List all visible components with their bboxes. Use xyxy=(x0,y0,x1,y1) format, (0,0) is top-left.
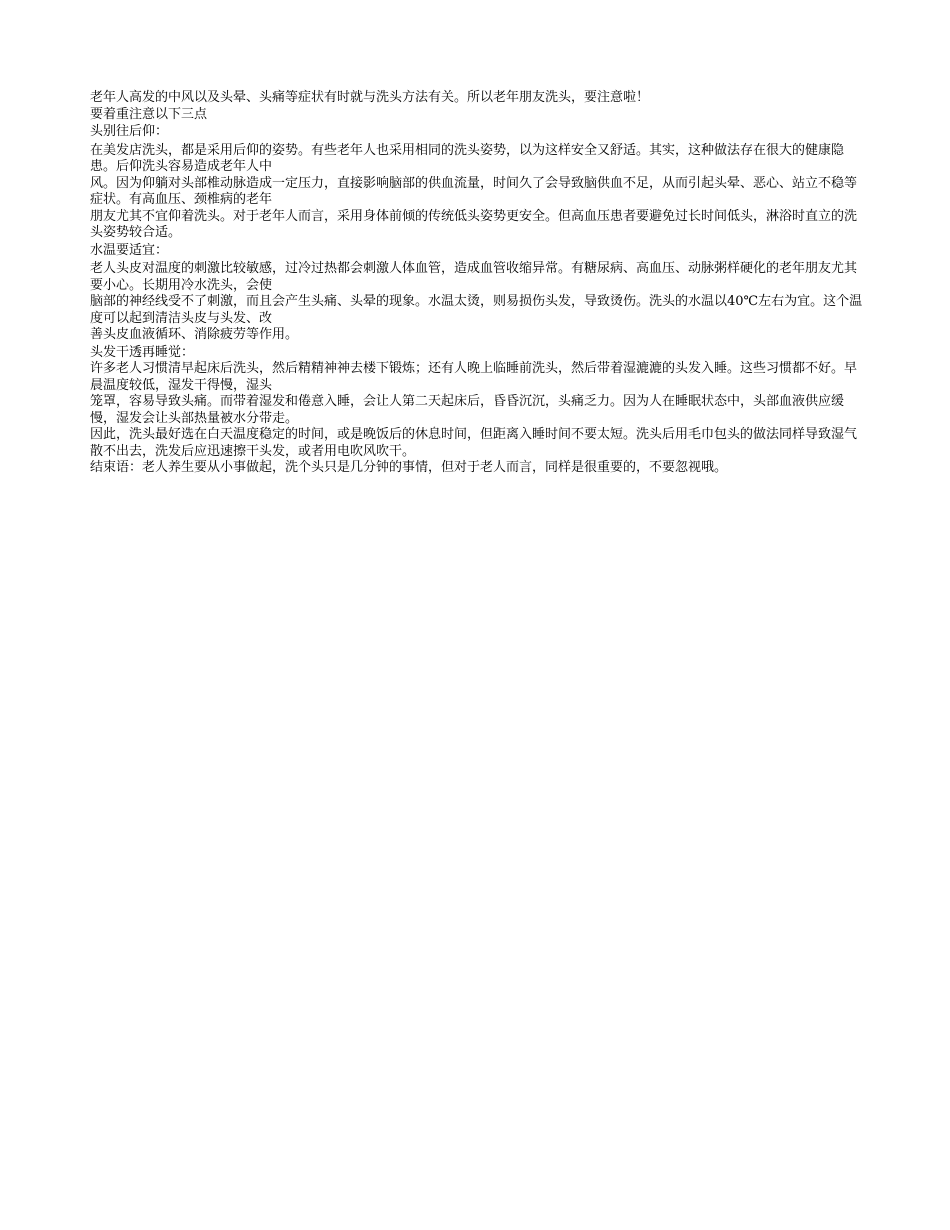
section-heading-dry-hair: 头发干透再睡觉： xyxy=(90,344,195,360)
paragraph: 善头皮血液循环、消除疲劳等作用。 xyxy=(90,327,299,342)
paragraph: 风。因为仰躺对头部椎动脉造成一定压力，直接影响脑部的供血流量，时间久了会导致脑供血不足，从而引起头晕、恶心、站立不稳等症状。有高血压、颈椎病的老年 xyxy=(90,175,858,207)
paragraph: 因此，洗头最好选在白天温度稳定的时间，或是晚饭后的休息时间，但距离入睡时间不要太短。洗头后用毛巾包头的做法同样导致湿气散不出去，洗发后应迅速擦干头发，或者用电吹风吹干。 xyxy=(90,427,858,459)
section-heading-posture: 头别往后仰： xyxy=(90,124,169,139)
paragraph: 朋友尤其不宜仰着洗头。对于老年人而言，采用身体前倾的传统低头姿势更安全。但高血压患者要避免过长时间低头，淋浴时直立的洗头姿势较合适。 xyxy=(90,208,858,240)
paragraph: 脑部的神经线受不了刺激，而且会产生头痛、头晕的现象。水温太烫，则易损伤头发，导致烫伤。洗头的水温以40℃左右为宜。这个温度可以起到清洁头皮与头发、改 xyxy=(90,294,863,326)
intro-subtitle: 要着重注意以下三点 xyxy=(90,106,208,122)
document-body xyxy=(90,90,865,477)
paragraph: 在美发店洗头，都是采用后仰的姿势。有些老年人也采用相同的洗头姿势，以为这样安全又舒适。其实，这种做法存在很大的健康隐患。后仰洗头容易造成老年人中 xyxy=(90,142,845,174)
paragraph: 老人头皮对温度的刺激比较敏感，过冷过热都会刺激人体血管，造成血管收缩异常。有糖尿病、高血压、动脉粥样硬化的老年朋友尤其要小心。长期用冷水洗头，会使 xyxy=(90,261,858,293)
paragraph: 许多老人习惯清早起床后洗头，然后精精神神去楼下锻炼；还有人晚上临睡前洗头，然后带着湿漉漉的头发入睡。这些习惯都不好。早晨温度较低，湿发干得慢，湿头 xyxy=(90,361,858,393)
intro-text: 老年人高发的中风以及头晕、头痛等症状有时就与洗头方法有关。所以老年朋友洗头，要注意啦！ xyxy=(90,90,650,105)
paragraph: 笼罩，容易导致头痛。而带着湿发和倦意入睡，会让人第二天起床后，昏昏沉沉，头痛乏力。因为人在睡眠状态中，头部血液供应缓慢，湿发会让头部热量被水分带走。 xyxy=(90,394,845,426)
section-heading-water-temperature: 水温要适宜： xyxy=(90,242,169,258)
conclusion-text: 结束语：老人养生要从小事做起，洗个头只是几分钟的事情，但对于老人而言，同样是很重要的，不要忽视哦。 xyxy=(90,460,728,475)
